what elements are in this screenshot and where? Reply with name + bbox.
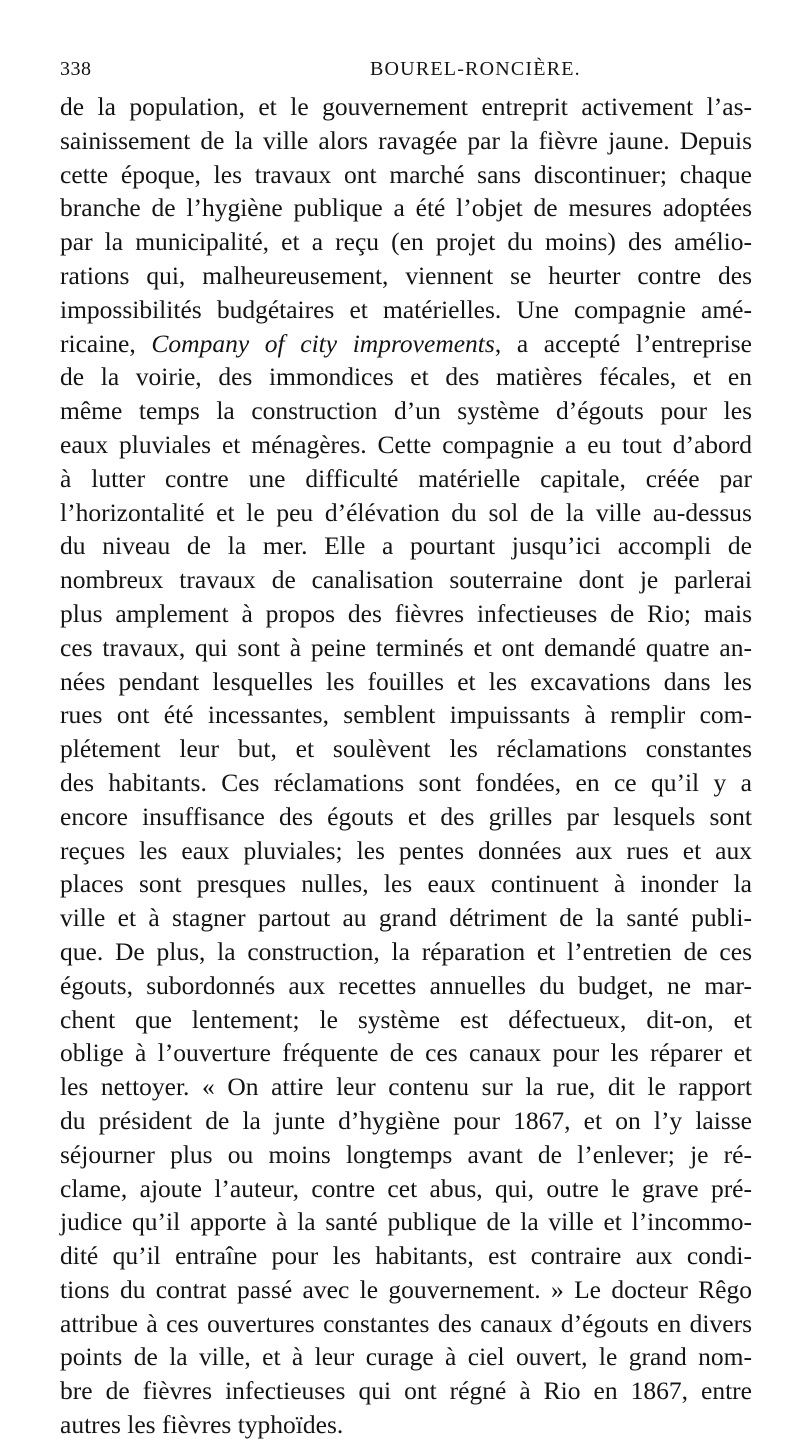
text-line: par la municipalité, et a reçu (en projet du moins) des amélio- [60,227,752,257]
text-line: même temps la construction d’un système d’égouts pour les [60,396,752,426]
page-number: 338 [60,58,92,80]
text-line: sainissement de la ville alors ravagée par la fièvre jaune. Depuis [60,125,752,155]
text-line: plétement leur but, et soulèvent les réclamations constantes [60,734,752,764]
line-suffix: , a accepté l’entreprise [494,328,752,358]
text-line: égouts, subordonnés aux recettes annuelles du budget, ne mar- [60,970,752,1000]
text-line: bre de fièvres infectieuses qui ont régné à Rio en 1867, entre [60,1376,752,1406]
text-line: impossibilités budgétaires et matérielles. Une compagnie amé- [60,294,752,324]
text-line: de la population, et le gouvernement entreprit activement l’as- [60,92,752,121]
text-line-with-italic [60,327,752,361]
text-line: des habitants. Ces réclamations sont fondées, en ce qu’il y a [60,767,752,797]
line-prefix: ricaine, [60,328,152,358]
text-line: ville et à stagner partout au grand détriment de la santé publi- [60,903,752,933]
text-line: du niveau de la mer. Elle a pourtant jusqu’ici accompli de [60,531,752,561]
text-line-final: autres les fièvres typhoïdes. [60,1410,344,1440]
company-name-italic: Company of city improvements [151,328,495,358]
running-head: BOUREL-RONCIÈRE. [370,58,581,80]
text-line: l’horizontalité et le peu d’élévation du sol de la ville au-dessus [60,497,752,527]
text-line: dité qu’il entraîne pour les habitants, est contraire aux condi- [60,1241,752,1271]
text-line: que. De plus, la construction, la réparation et l’entretien de ces [60,936,752,966]
text-line: cette époque, les travaux ont marché sans discontinuer; chaque [60,159,752,189]
text-line: reçues les eaux pluviales; les pentes données aux rues et aux [60,835,752,865]
text-line: tions du contrat passé avec le gouvernement. » Le docteur Rêgo [60,1274,752,1304]
text-line: clame, ajoute l’auteur, contre cet abus, qui, outre le grave pré- [60,1173,752,1203]
text-line: points de la ville, et à leur curage à ciel ouvert, le grand nom- [60,1342,752,1372]
text-line: rations qui, malheureusement, viennent se heurter contre des [60,260,752,290]
text-line: eaux pluviales et ménagères. Cette compagnie a eu tout d’abord [60,429,752,459]
text-line: du président de la junte d’hygiène pour 1867, et on l’y laisse [60,1105,752,1135]
text-line: ces travaux, qui sont à peine terminés et ont demandé quatre an- [60,632,752,662]
body-paragraph [60,90,752,1442]
text-line: rues ont été incessantes, semblent impuissants à remplir com- [60,700,752,730]
text-line: branche de l’hygiène publique a été l’objet de mesures adoptées [60,193,752,223]
text-line: à lutter contre une difficulté matérielle capitale, créée par [60,463,752,493]
text-line: judice qu’il apporte à la santé publique de la ville et l’incommo- [60,1207,752,1237]
text-line: de la voirie, des immondices et des matières fécales, et en [60,362,752,392]
text-line: encore insuffisance des égouts et des grilles par lesquels sont [60,801,752,831]
text-line: nombreux travaux de canalisation souterraine dont je parlerai [60,565,752,595]
text-line: plus amplement à propos des fièvres infectieuses de Rio; mais [60,598,752,628]
text-line: nées pendant lesquelles les fouilles et les excavations dans les [60,666,752,696]
text-line: les nettoyer. « On attire leur contenu sur la rue, dit le rapport [60,1072,752,1102]
text-line: séjourner plus ou moins longtemps avant de l’enlever; je ré- [60,1139,752,1169]
text-line: chent que lentement; le système est défectueux, dit-on, et [60,1004,752,1034]
text-line: places sont presques nulles, les eaux continuent à inonder la [60,869,752,899]
text-line: attribue à ces ouvertures constantes des canaux d’égouts en divers [60,1308,752,1338]
text-line: oblige à l’ouverture fréquente de ces canaux pour les réparer et [60,1038,752,1068]
page-header [60,58,750,88]
